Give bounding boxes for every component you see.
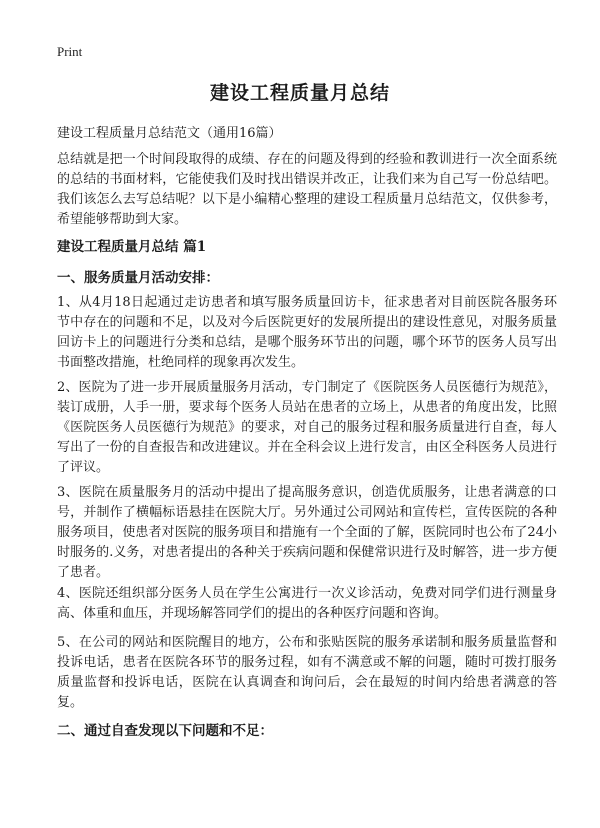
paragraph-1: 1、从4月18日起通过走访患者和填写服务质量回访卡，征求患者对目前医院各服务环节中存在的问题和不足，以及对今后医院更好的发展所提出的建设性意见，对服务质量回访卡上的问题进行分类和总结，是哪个服务环节出的问题，哪个环节的医务人员写出书面整改措施，杜绝同样的现象再次发生。 xyxy=(57,295,557,370)
intro-paragraph: 总结就是把一个时间段取得的成绩、存在的问题及得到的经验和教训进行一次全面系统的总结的书面材料，它能使我们及时找出错误并改正，让我们来为自己写一份总结吧。我们该怎么去写总结呢？以下是小编精心整理的建设工程质量月总结范文，仅供参考，希望能够帮助到大家。 xyxy=(57,152,557,227)
paragraph-4: 4、医院还组织部分医务人员在学生公寓进行一次义诊活动，免费对同学们进行测量身高、体重和血压，并现场解答同学们的提出的各种医疗问题和咨询。 xyxy=(57,586,557,621)
heading-service-arrangement: 一、服务质量月活动安排： xyxy=(57,270,219,286)
paragraph-3: 3、医院在质量服务月的活动中提出了提高服务意识，创造优质服务，让患者满意的口号，并制作了横幅标语悬挂在医院大厅。另外通过公司网站和宣传栏，宣传医院的各种服务项目，使患者对医院的服务项目和措施有一个全面的了解，医院同时也公布了24小时服务的.义务，对患者提出的各种关于疾病问题和保健常识进行及时解答，进一步方便了患者。 xyxy=(57,485,557,580)
document-title: 建设工程质量月总结 xyxy=(209,82,390,104)
paragraph-2: 2、医院为了进一步开展质量服务月活动，专门制定了《医院医务人员医德行为规范》，装订成册，人手一册，要求每个医务人员站在患者的立场上，从患者的角度出发，比照《医院医务人员医德行为规范》的要求，对自己的服务过程和服务质量进行自查，每人写出了一份的自查报告和改进建议。并在全科会议上进行发言，由区全科医务人员进行了评议。 xyxy=(57,380,557,475)
paragraph-5: 5、在公司的网站和医院醒目的地方，公布和张贴医院的服务承诺制和服务质量监督和投诉电话，患者在医院各环节的服务过程，如有不满意或不解的问题，随时可拨打服务质量监督和投诉电话，医院在认真调查和询问后，会在最短的时间内给患者满意的答复。 xyxy=(57,635,557,710)
section-heading: 建设工程质量月总结 篇1 xyxy=(57,239,207,255)
print-label: Print xyxy=(57,44,83,59)
heading-self-check: 二、通过自查发现以下问题和不足： xyxy=(57,723,273,739)
document-subtitle: 建设工程质量月总结范文（通用16篇） xyxy=(57,126,282,141)
